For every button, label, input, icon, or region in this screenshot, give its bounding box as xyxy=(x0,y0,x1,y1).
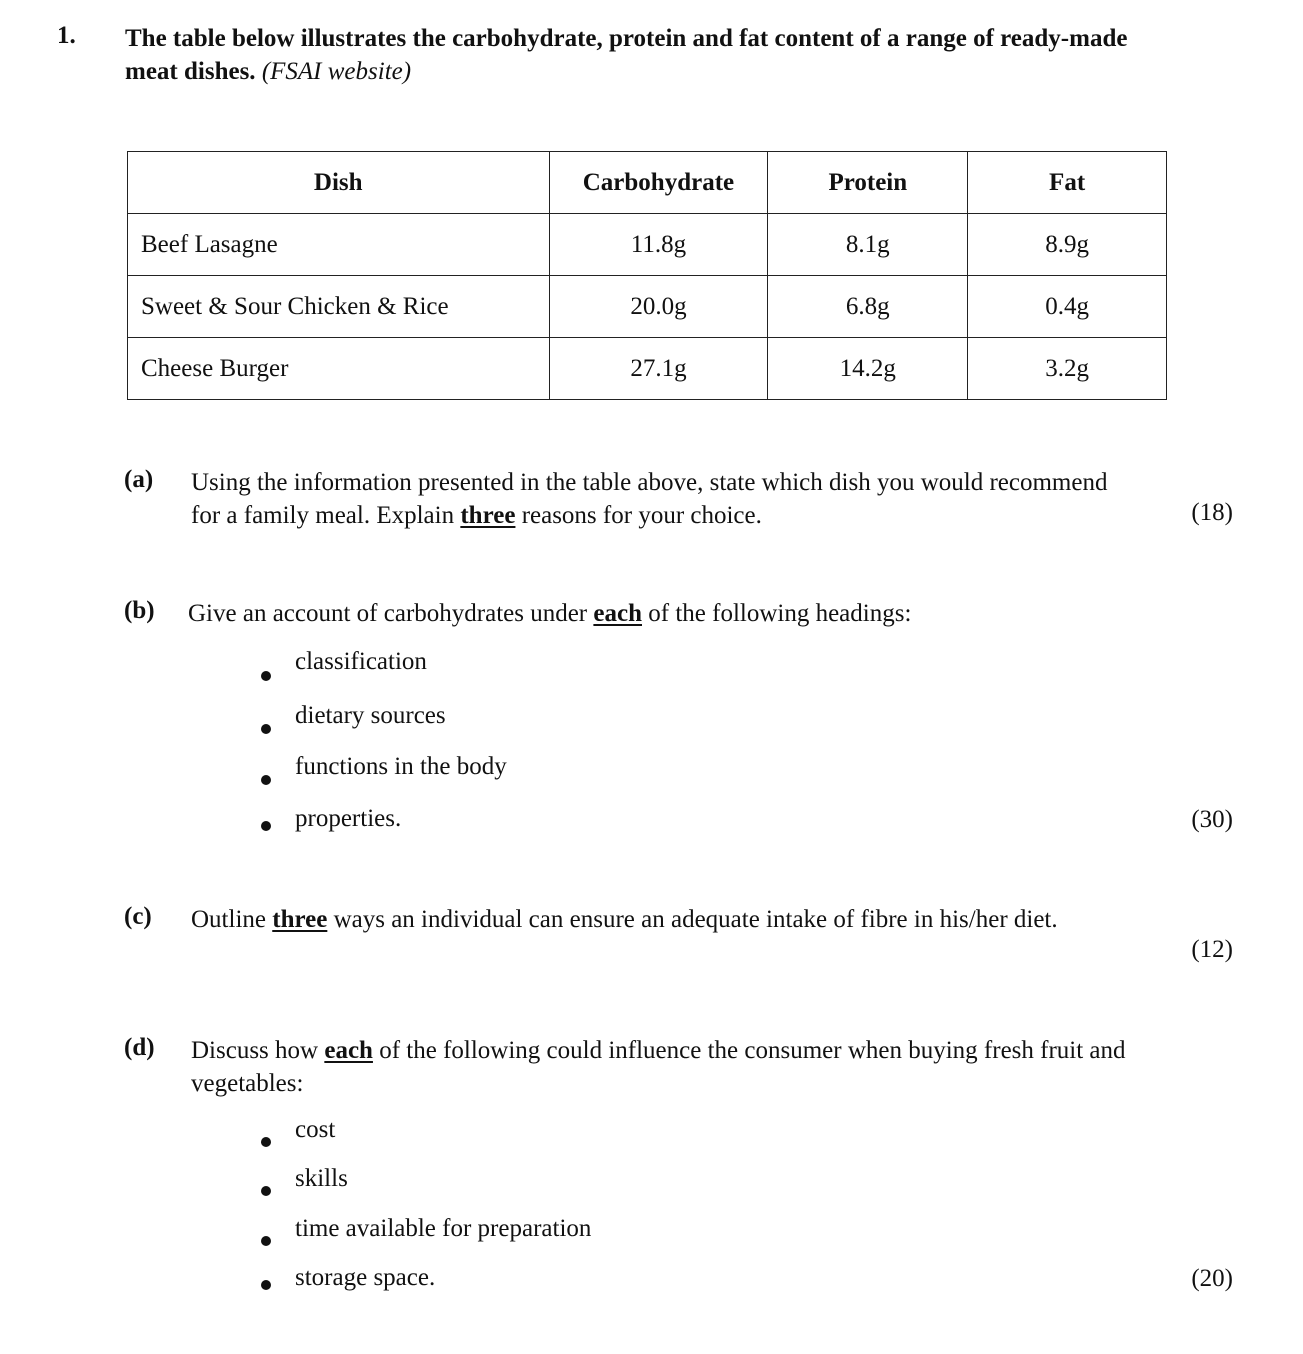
header-protein: Protein xyxy=(768,152,968,214)
list-item: dietary sources xyxy=(261,702,507,753)
list-item: functions in the body xyxy=(261,753,507,805)
carbohydrate-cell: 27.1g xyxy=(549,338,768,400)
question-number: 1. xyxy=(57,22,76,49)
dish-cell: Sweet & Sour Chicken & Rice xyxy=(128,276,550,338)
table-row xyxy=(128,214,1167,276)
part-b-text-2: of the following headings: xyxy=(648,600,912,627)
carbohydrate-cell: 11.8g xyxy=(549,214,768,276)
part-d-emphasis: each xyxy=(324,1037,373,1064)
list-item: cost xyxy=(261,1116,591,1165)
part-d-text xyxy=(191,1034,1176,1100)
fat-cell: 3.2g xyxy=(968,338,1167,400)
part-c-text-1: Outline xyxy=(191,906,266,933)
protein-cell: 14.2g xyxy=(768,338,968,400)
list-item: properties. xyxy=(261,805,507,845)
part-d-marks: (20) xyxy=(1191,1265,1233,1292)
part-c-emphasis: three xyxy=(272,906,328,933)
question-intro xyxy=(125,22,1185,88)
list-item: storage space. xyxy=(261,1264,591,1304)
list-item: time available for preparation xyxy=(261,1215,591,1264)
part-a-emphasis: three xyxy=(460,502,516,529)
nutrition-table xyxy=(127,151,1167,400)
part-b-label: (b) xyxy=(124,597,155,624)
part-c-text xyxy=(191,903,1061,936)
protein-cell: 8.1g xyxy=(768,214,968,276)
part-d-text-1: Discuss how xyxy=(191,1037,319,1064)
part-a-label: (a) xyxy=(124,466,154,493)
part-b-emphasis: each xyxy=(593,600,642,627)
part-a-text-1: Using the information presented in the table above, state which dish you would recommend for a family meal. Explain xyxy=(191,469,1108,529)
fat-cell: 0.4g xyxy=(968,276,1167,338)
part-d-bullet-list xyxy=(261,1116,591,1304)
part-c-marks: (12) xyxy=(1191,936,1233,963)
part-b-marks: (30) xyxy=(1191,806,1233,833)
list-item: skills xyxy=(261,1165,591,1215)
table-header-row xyxy=(128,152,1167,214)
table-row xyxy=(128,276,1167,338)
part-a-text-2: reasons for your choice. xyxy=(521,502,762,529)
table-row xyxy=(128,338,1167,400)
header-dish: Dish xyxy=(128,152,550,214)
part-d-text-2: of the following could influence the consumer when buying fresh fruit and vegetables: xyxy=(191,1037,1126,1097)
header-fat: Fat xyxy=(968,152,1167,214)
part-b-text-1: Give an account of carbohydrates under xyxy=(188,600,588,627)
part-c-label: (c) xyxy=(124,903,152,930)
part-a-marks: (18) xyxy=(1191,499,1233,526)
fat-cell: 8.9g xyxy=(968,214,1167,276)
header-carbohydrate: Carbohydrate xyxy=(549,152,768,214)
part-b-text xyxy=(188,597,1168,630)
intro-source: (FSAI website) xyxy=(261,58,412,85)
intro-text: The table below illustrates the carbohydrate, protein and fat content of a range of ready-made meat dishes. xyxy=(125,25,1128,85)
part-d-label: (d) xyxy=(124,1034,155,1061)
protein-cell: 6.8g xyxy=(768,276,968,338)
list-item: classification xyxy=(261,648,507,702)
part-a-text xyxy=(191,466,1121,532)
part-b-bullet-list xyxy=(261,648,507,845)
dish-cell: Beef Lasagne xyxy=(128,214,550,276)
dish-cell: Cheese Burger xyxy=(128,338,550,400)
part-c-text-2: ways an individual can ensure an adequate intake of fibre in his/her diet. xyxy=(333,906,1058,933)
carbohydrate-cell: 20.0g xyxy=(549,276,768,338)
